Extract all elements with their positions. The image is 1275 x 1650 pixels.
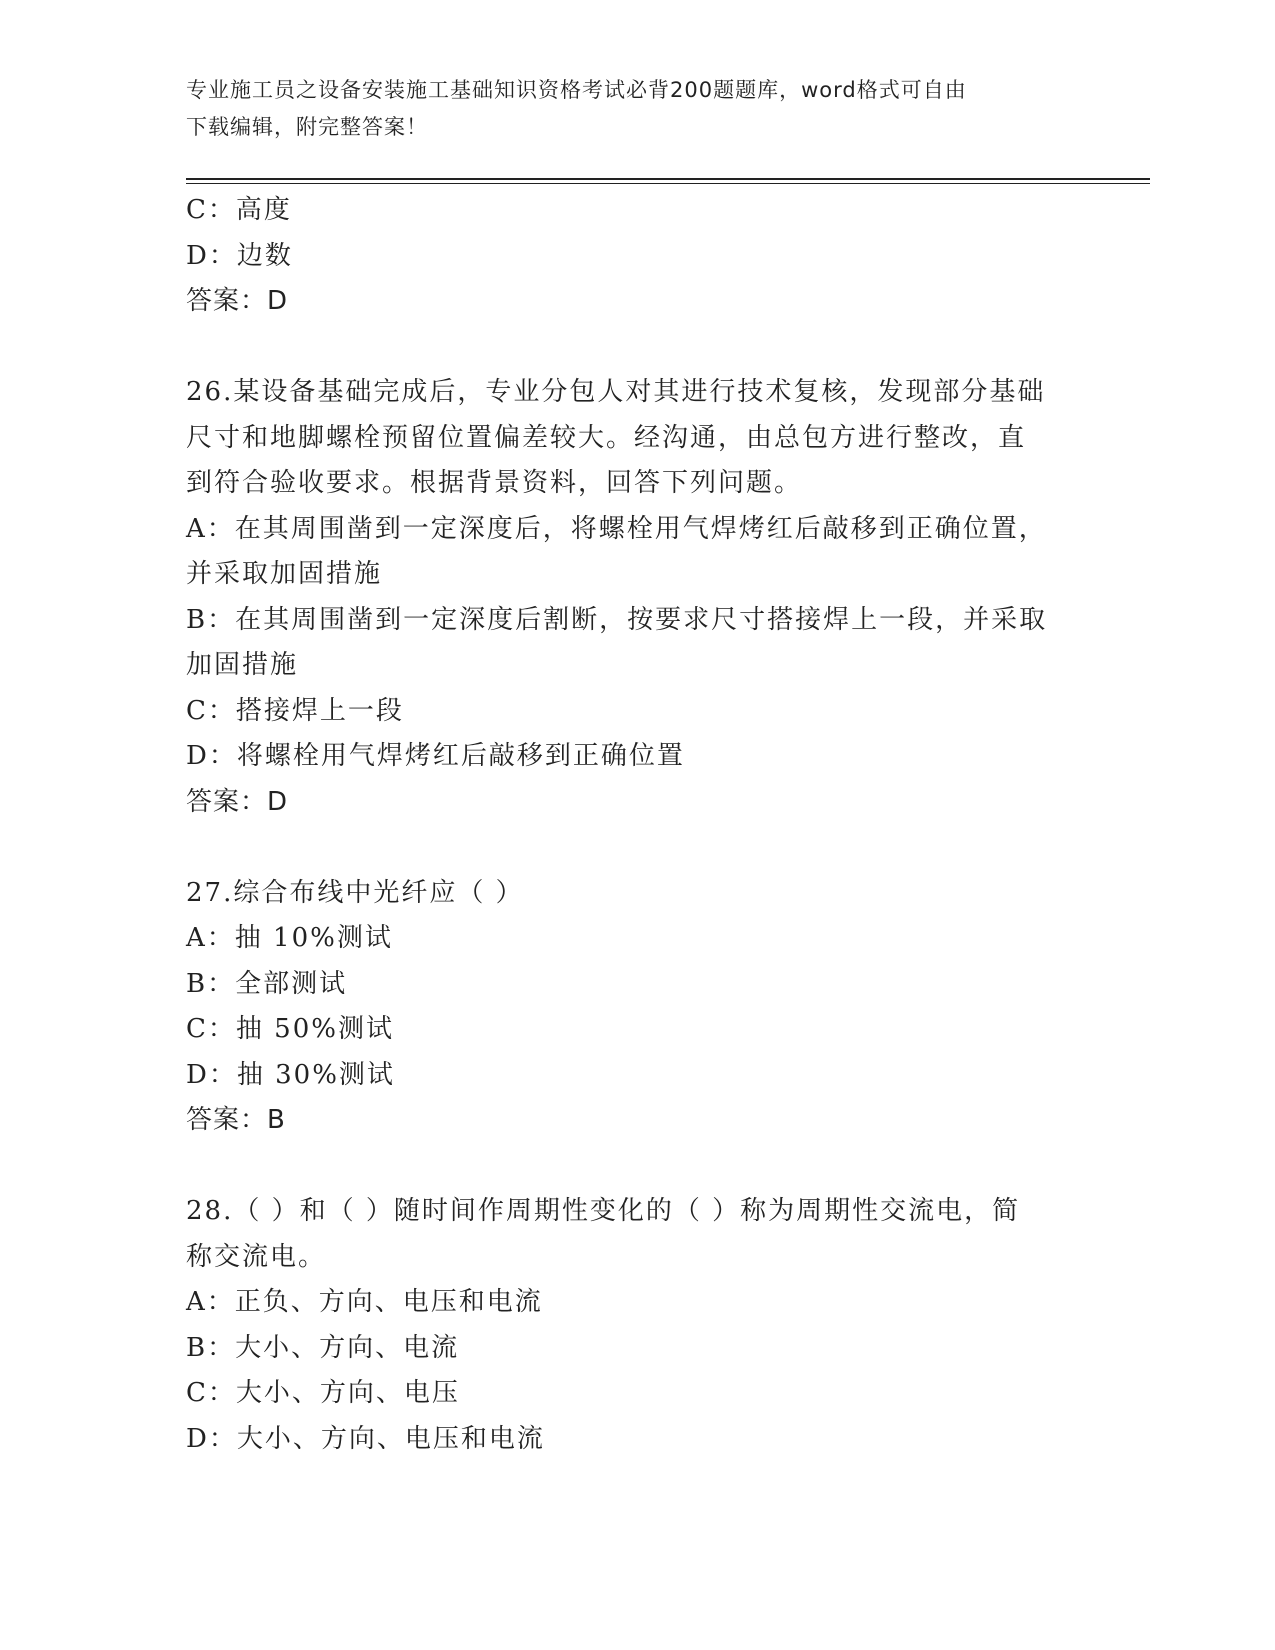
- option-c: C：大小、方向、电压: [186, 1378, 460, 1408]
- option-d: D：大小、方向、电压和电流: [186, 1423, 545, 1454]
- question-stem-line: 称交流电。: [186, 1241, 327, 1272]
- option-b: B：大小、方向、电流: [186, 1332, 460, 1363]
- page-header: [186, 72, 1066, 146]
- answer-line: 答案：D: [186, 286, 289, 316]
- question-stem-line: 26.某设备基础完成后，专业分包人对其进行技术复核，发现部分基础: [186, 377, 1046, 407]
- option-b: B：在其周围凿到一定深度后割断，按要求尺寸搭接焊上一段，并采取: [186, 604, 1048, 635]
- option-c: C：抽 50%测试: [186, 1014, 394, 1044]
- header-rule-thin: [186, 183, 1150, 184]
- answer-line: 答案：B: [186, 1105, 286, 1135]
- option-d: D：抽 30%测试: [186, 1059, 395, 1090]
- option-a-continued: 并采取加固措施: [186, 559, 383, 589]
- option-a: A：正负、方向、电压和电流: [186, 1287, 543, 1317]
- document-content: [186, 188, 1086, 1462]
- option-d: D：边数: [186, 240, 293, 271]
- header-line-1: 专业施工员之设备安装施工基础知识资格考试必背200题题库，word格式可自由: [186, 78, 967, 102]
- spacer: [186, 325, 1086, 371]
- header-rule-thick: [186, 178, 1150, 180]
- question-stem-line: 尺寸和地脚螺栓预留位置偏差较大。经沟通，由总包方进行整改，直: [186, 422, 1027, 453]
- option-d: D：将螺栓用气焊烤红后敲移到正确位置: [186, 741, 685, 771]
- question-28: [186, 1189, 1086, 1462]
- spacer: [186, 825, 1086, 871]
- header-line-2: 下载编辑，附完整答案！: [186, 115, 428, 139]
- question-27: [186, 871, 1086, 1144]
- question-stem-line: 到符合验收要求。根据背景资料，回答下列问题。: [186, 468, 803, 498]
- question-25-continued: [186, 188, 1086, 325]
- option-b: B：全部测试: [186, 968, 348, 999]
- option-a: A：抽 10%测试: [186, 923, 393, 953]
- option-c: C：高度: [186, 195, 292, 225]
- option-c: C：搭接焊上一段: [186, 695, 404, 726]
- option-b-continued: 加固措施: [186, 650, 299, 680]
- spacer: [186, 1144, 1086, 1190]
- answer-line: 答案：D: [186, 786, 289, 817]
- question-26: [186, 370, 1086, 825]
- option-a: A：在其周围凿到一定深度后，将螺栓用气焊烤红后敲移到正确位置，: [186, 513, 1047, 544]
- question-stem-line: 27.综合布线中光纤应（ ）: [186, 877, 524, 908]
- question-stem-line: 28.（ ）和（ ）随时间作周期性变化的（ ）称为周期性交流电，简: [186, 1196, 1021, 1226]
